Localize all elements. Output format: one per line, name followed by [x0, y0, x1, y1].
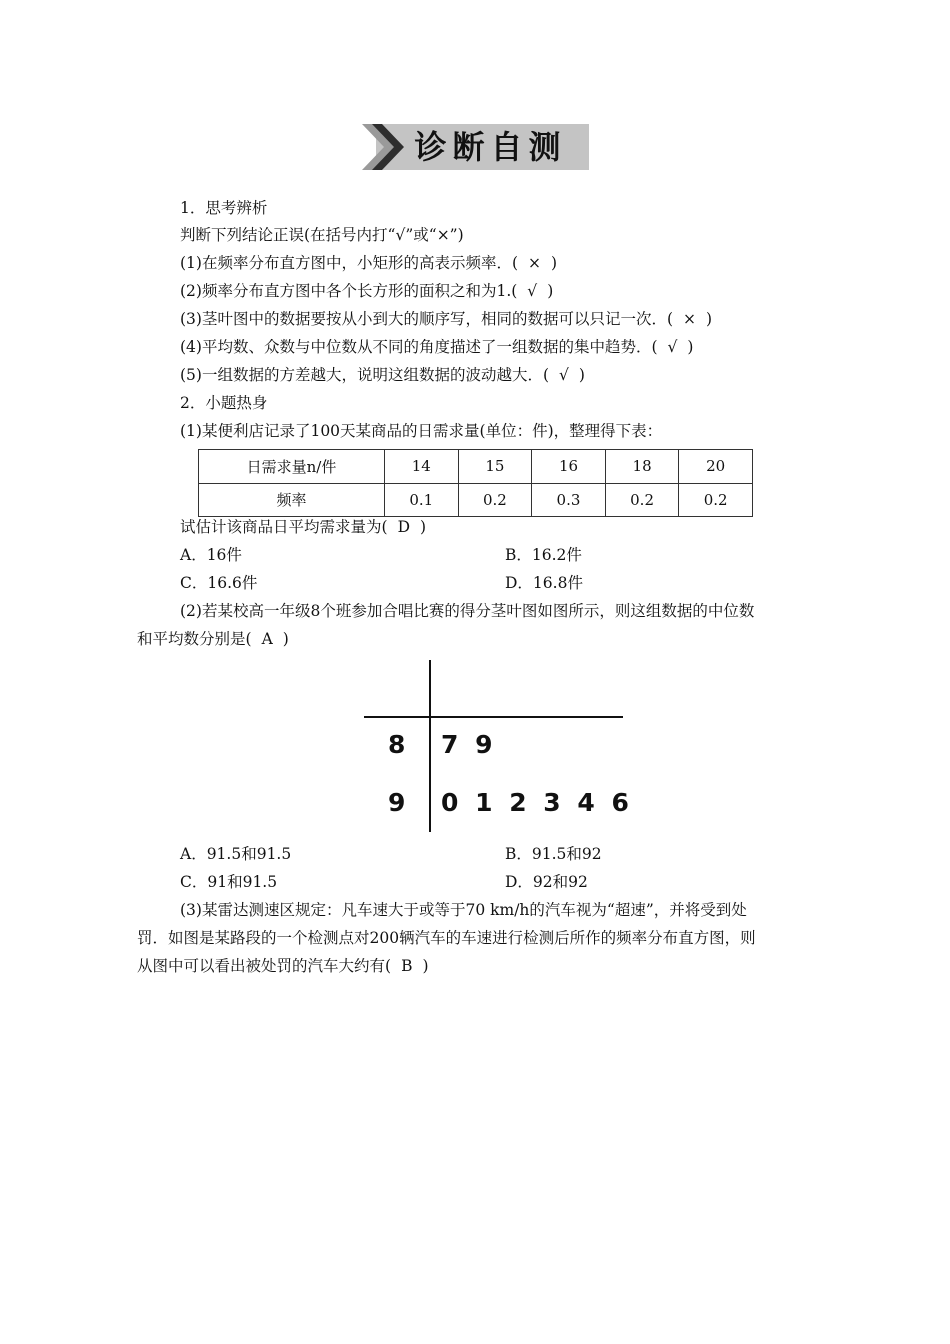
answer-mark: ×: [683, 310, 697, 328]
section-heading: 2．小题热身: [180, 394, 268, 412]
judgment-item: [180, 253, 557, 273]
question-stem-cont: [137, 956, 429, 976]
option-a: A．16件: [180, 546, 242, 564]
section-banner: [362, 124, 589, 170]
closing-paren: ): [282, 630, 289, 648]
option-b: B．91.5和92: [505, 845, 602, 863]
question-text: [180, 517, 426, 537]
question-prefix: 从图中可以看出被处罚的汽车大约有(: [137, 957, 392, 975]
table-cell: 0.3: [532, 483, 606, 517]
stem-value: 9: [388, 788, 410, 817]
table-row: [199, 450, 753, 484]
answer-mark: ×: [528, 254, 542, 272]
section-heading: 1．思考辨析: [180, 199, 268, 217]
judgment-item: [180, 281, 553, 301]
leaf-values: 0 1 2 3 4 6: [441, 788, 633, 817]
closing-paren: ): [547, 282, 554, 300]
table-cell: 0.2: [458, 483, 532, 517]
answer-letter: D: [397, 518, 410, 536]
question-prefix: 和平均数分别是(: [137, 630, 252, 648]
table-cell: 18: [605, 450, 679, 484]
closing-paren: ): [422, 957, 429, 975]
judgment-item: [180, 365, 585, 385]
option-d: D．92和92: [505, 873, 588, 891]
option-a: A．91.5和91.5: [180, 845, 292, 863]
table-cell: 15: [458, 450, 532, 484]
table-cell: 14: [385, 450, 459, 484]
table-cell: 0.1: [385, 483, 459, 517]
item-text: (5)一组数据的方差越大，说明这组数据的波动越大．(: [180, 366, 550, 384]
table-row: [199, 483, 753, 517]
option-d: D．16.8件: [505, 574, 583, 592]
table-cell: 0.2: [679, 483, 753, 517]
table-cell: 0.2: [605, 483, 679, 517]
option-c: C．91和91.5: [180, 873, 278, 891]
option-c: C．16.6件: [180, 574, 258, 592]
answer-mark: √: [527, 282, 538, 300]
answer-letter: B: [401, 957, 413, 975]
item-text: (1)在频率分布直方图中，小矩形的高表示频率．(: [180, 254, 519, 272]
stem-value: 8: [388, 730, 410, 759]
row-header: 日需求量n/件: [199, 450, 385, 484]
closing-paren: ): [420, 518, 427, 536]
closing-paren: ): [706, 310, 713, 328]
table-cell: 16: [532, 450, 606, 484]
question-stem: (2)若某校高一年级8个班参加合唱比赛的得分茎叶图如图所示，则这组数据的中位数: [180, 602, 755, 620]
page-title: 诊断自测: [414, 128, 567, 166]
row-header: 频率: [199, 483, 385, 517]
question-stem: (3)某雷达测速区规定：凡车速大于或等于70 km/h的汽车视为“超速”，并将受到处: [180, 901, 747, 919]
item-text: (4)平均数、众数与中位数从不同的角度描述了一组数据的集中趋势．(: [180, 338, 658, 356]
closing-paren: ): [687, 338, 694, 356]
judgment-item: [180, 309, 712, 329]
instruction-text: 判断下列结论正误(在括号内打“√”或“×”): [180, 226, 464, 244]
question-stem: (1)某便利店记录了100天某商品的日需求量(单位：件)，整理得下表：: [180, 422, 663, 440]
answer-letter: A: [261, 630, 273, 648]
question-prefix: 试估计该商品日平均需求量为(: [180, 518, 388, 536]
option-b: B．16.2件: [505, 546, 582, 564]
closing-paren: ): [551, 254, 558, 272]
question-stem-cont: 罚．如图是某路段的一个检测点对200辆汽车的车速进行检测后所作的频率分布直方图，则: [137, 929, 756, 947]
table-cell: 20: [679, 450, 753, 484]
judgment-item: [180, 337, 693, 357]
closing-paren: ): [578, 366, 585, 384]
question-stem-cont: [137, 629, 289, 649]
item-text: (2)频率分布直方图中各个长方形的面积之和为1.(: [180, 282, 518, 300]
answer-mark: √: [559, 366, 569, 384]
demand-table: [198, 449, 753, 517]
item-text: (3)茎叶图中的数据要按从小到大的顺序写，相同的数据可以只记一次．(: [180, 310, 674, 328]
answer-mark: √: [667, 338, 678, 356]
leaf-values: 7 9: [441, 730, 497, 759]
